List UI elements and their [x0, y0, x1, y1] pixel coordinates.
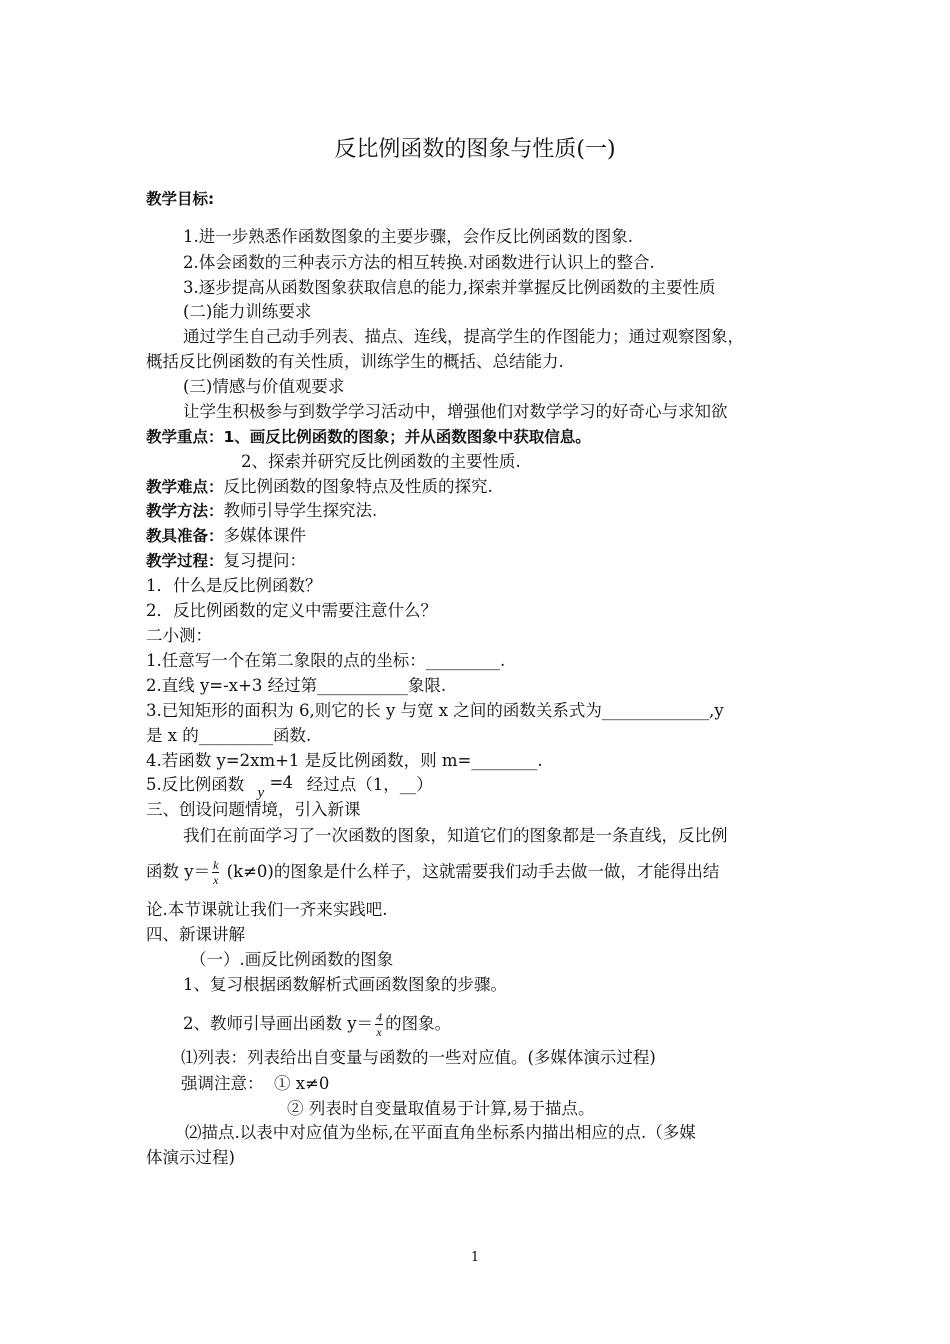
- process-label: 教学过程：: [146, 552, 224, 570]
- section-3-text-2-suffix: (k≠0)的图象是什么样子，这就需要我们动手去做一做，才能得出结: [226, 862, 720, 881]
- tools-label: 教具准备：: [146, 527, 224, 545]
- fraction-k-over-x: [212, 858, 219, 887]
- tools-text: 多媒体课件: [223, 526, 307, 545]
- page-number: 1: [470, 1250, 480, 1265]
- section-4-heading: 四、新课讲解: [146, 925, 245, 944]
- section-3-text-2: [146, 858, 719, 887]
- key-points: [146, 426, 591, 448]
- goal-item-1: 1.进一步熟悉作函数图象的主要步骤，会作反比例函数的图象.: [183, 227, 633, 246]
- tools: [146, 525, 306, 547]
- quiz-item-2: 2.直线 y=-x+3 经过第___________象限.: [146, 676, 447, 695]
- section-3-text-3: 论.本节课就让我们一齐来实践吧.: [146, 900, 388, 919]
- fraction-numerator: 4: [376, 1010, 383, 1024]
- quiz-item-3a: 3.已知矩形的面积为 6,则它的长 y 与宽 x 之间的函数关系式为_____________,y: [146, 701, 724, 720]
- method-label: 教学方法：: [146, 502, 224, 520]
- section-3-heading: 三、创设问题情境，引入新课: [146, 800, 361, 819]
- ability-heading: (二)能力训练要求: [183, 302, 312, 321]
- quiz-heading: 二小测：: [146, 626, 212, 645]
- method: [146, 500, 377, 522]
- note-line: [181, 1073, 329, 1095]
- quiz-5-y: y: [257, 785, 265, 801]
- difficulty: [146, 476, 493, 498]
- question-2: 2．反比例函数的定义中需要注意什么？: [146, 601, 437, 620]
- method-text: 教师引导学生探究法.: [223, 501, 378, 520]
- goal-item-3: 3.逐步提高从函数图象获取信息的能力,探索并掌握反比例函数的主要性质: [183, 278, 716, 297]
- section-4-step-2: [183, 1010, 451, 1039]
- quiz-item-5: [146, 773, 433, 801]
- key-item-1: 1、画反比例函数的图象；并从函数图象中获取信息。: [223, 428, 591, 446]
- quiz-item-1: 1.任意写一个在第二象限的点的坐标：_________.: [146, 651, 506, 670]
- key-label: 教学重点：: [146, 428, 224, 446]
- fraction-4-over-x: [375, 1010, 383, 1039]
- fraction-denominator: x: [376, 1025, 382, 1039]
- emotion-heading: (三)情感与价值观要求: [183, 377, 345, 396]
- section-4-subheading: （一）.画反比例函数的图象: [190, 950, 394, 969]
- note-item-1: ① x≠0: [274, 1074, 330, 1093]
- difficulty-label: 教学难点：: [146, 478, 224, 496]
- page-title: 反比例函数的图象与性质(一): [334, 137, 616, 162]
- goal-item-2: 2.体会函数的三种表示方法的相互转换.对函数进行认识上的整合.: [183, 253, 655, 272]
- section-4-step-2-prefix: 2、教师引导画出函数 y＝: [183, 1014, 374, 1033]
- difficulty-text: 反比例函数的图象特点及性质的探究.: [223, 477, 493, 496]
- note-item-2: ② 列表时自变量取值易于计算,易于描点。: [287, 1099, 595, 1118]
- section-3-text-1: 我们在前面学习了一次函数的图象，知道它们的图象都是一条直线，反比例: [183, 826, 728, 845]
- quiz-5-numerator: 4: [282, 773, 293, 792]
- section-3-text-2-prefix: 函数 y＝: [146, 862, 211, 881]
- process-text: 复习提问：: [223, 551, 307, 570]
- plot-step-1: ⑵描点.以表中对应值为坐标,在平面直角坐标系内描出相应的点.（多媒: [185, 1123, 696, 1142]
- question-1: 1．什么是反比例函数？: [146, 576, 322, 595]
- quiz-5-formula: [250, 773, 302, 801]
- fraction-denominator: x: [213, 873, 219, 887]
- quiz-item-3b: 是 x 的_________函数.: [146, 726, 312, 745]
- ability-text-2: 概括反比例函数的有关性质，训练学生的概括、总结能力.: [146, 352, 564, 371]
- quiz-5-equals: =: [269, 773, 284, 792]
- process: [146, 550, 306, 572]
- fraction-numerator: k: [213, 858, 219, 872]
- section-4-step-1: 1、复习根据函数解析式画函数图象的步骤。: [183, 975, 507, 994]
- section-4-step-2-suffix: 的图象。: [385, 1014, 452, 1033]
- goals-heading: 教学目标:: [146, 190, 215, 208]
- plot-step-2: 体演示过程): [146, 1148, 235, 1167]
- quiz-item-4: 4.若函数 y=2xm+1 是反比例函数，则 m=________.: [146, 751, 543, 770]
- ability-text-1: 通过学生自己动手列表、描点、连线，提高学生的作图能力；通过观察图象，: [183, 327, 744, 346]
- emotion-text: 让学生积极参与到数学学习活动中，增强他们对数学学习的好奇心与求知欲: [183, 402, 728, 421]
- key-item-2: 2、探索并研究反比例函数的主要性质.: [241, 452, 521, 471]
- note-label: 强调注意：: [181, 1074, 264, 1093]
- list-table-step: ⑴列表：列表给出自变量与函数的一些对应值。(多媒体演示过程): [181, 1048, 656, 1067]
- quiz-5-suffix: 经过点（1，__）: [306, 775, 433, 794]
- quiz-5-prefix: 5.反比例函数: [146, 775, 245, 794]
